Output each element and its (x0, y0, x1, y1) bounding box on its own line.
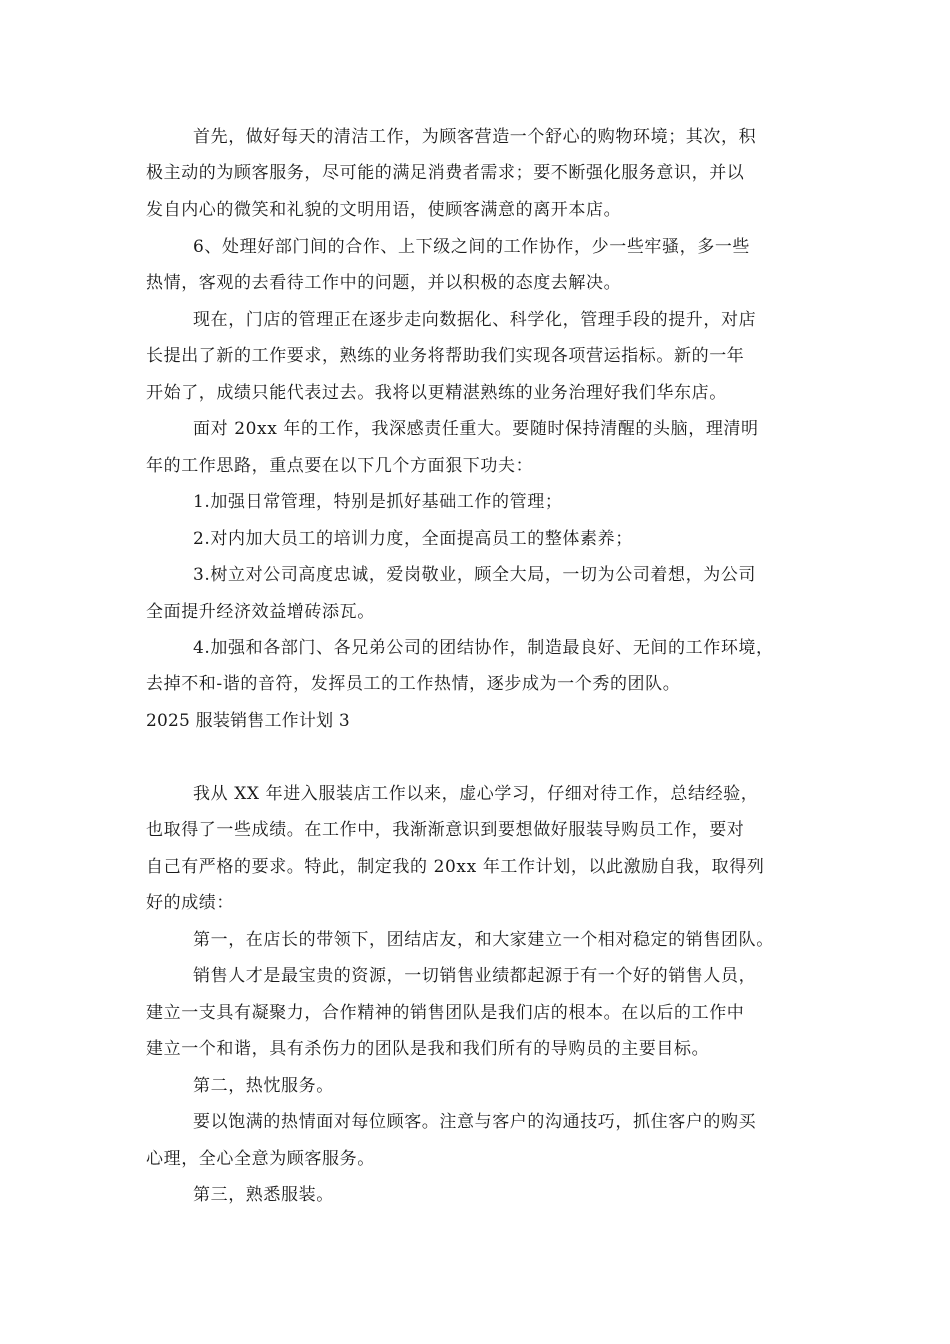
section-heading: 2025 服装销售工作计划 3 (146, 711, 350, 731)
text-line: 1.加强日常管理，特别是抓好基础工作的管理； (193, 492, 563, 512)
text-line: 全面提升经济效益增砖添瓦。 (146, 602, 375, 622)
text-line: 首先，做好每天的清洁工作，为顾客营造一个舒心的购物环境；其次，积 (193, 127, 757, 147)
text-line: 年的工作思路，重点要在以下几个方面狠下功夫： (146, 456, 534, 476)
text-line: 极主动的为顾客服务，尽可能的满足消费者需求；要不断强化服务意识，并以 (146, 163, 745, 183)
text-line: 长提出了新的工作要求，熟练的业务将帮助我们实现各项营运指标。新的一年 (146, 346, 745, 366)
text-line: 面对 20xx 年的工作，我深感责任重大。要随时保持清醒的头脑，理清明 (193, 419, 759, 439)
text-line: 要以饱满的热情面对每位顾客。注意与客户的沟通技巧，抓住客户的购买 (193, 1112, 757, 1132)
text-line: 第一，在店长的带领下，团结店友，和大家建立一个相对稳定的销售团队。 (193, 930, 774, 950)
text-line: 建立一个和谐，具有杀伤力的团队是我和我们所有的导购员的主要目标。 (146, 1039, 710, 1059)
text-line: 第三，熟悉服装。 (193, 1185, 334, 1205)
text-line: 4.加强和各部门、各兄弟公司的团结协作，制造最良好、无间的工作环境， (193, 638, 774, 658)
text-line: 2.对内加大员工的培训力度，全面提高员工的整体素养； (193, 529, 633, 549)
text-line: 3.树立对公司高度忠诚，爱岗敬业，顾全大局，一切为公司着想，为公司 (193, 565, 757, 585)
text-line: 6、处理好部门间的合作、上下级之间的工作协作，少一些牢骚，多一些 (193, 237, 751, 257)
text-line: 现在，门店的管理正在逐步走向数据化、科学化，管理手段的提升，对店 (193, 310, 757, 330)
text-line: 发自内心的微笑和礼貌的文明用语，使顾客满意的离开本店。 (146, 200, 622, 220)
text-line: 心理，全心全意为顾客服务。 (146, 1149, 375, 1169)
text-line: 销售人才是最宝贵的资源，一切销售业绩都起源于有一个好的销售人员， (193, 966, 757, 986)
text-line: 开始了，成绩只能代表过去。我将以更精湛熟练的业务治理好我们华东店。 (146, 383, 727, 403)
text-line: 自己有严格的要求。特此，制定我的 20xx 年工作计划，以此激励自我，取得列 (146, 857, 765, 877)
text-line: 好的成绩： (146, 893, 234, 913)
text-line: 去掉不和-谐的音符，发挥员工的工作热情，逐步成为一个秀的团队。 (146, 674, 681, 694)
text-line: 建立一支具有凝聚力，合作精神的销售团队是我们店的根本。在以后的工作中 (146, 1003, 745, 1023)
text-line: 热情，客观的去看待工作中的问题，并以积极的态度去解决。 (146, 273, 622, 293)
text-line: 也取得了一些成绩。在工作中，我渐渐意识到要想做好服装导购员工作，要对 (146, 820, 745, 840)
text-line: 第二，热忱服务。 (193, 1076, 334, 1096)
text-line: 我从 XX 年进入服装店工作以来，虚心学习，仔细对待工作，总结经验， (193, 784, 759, 804)
